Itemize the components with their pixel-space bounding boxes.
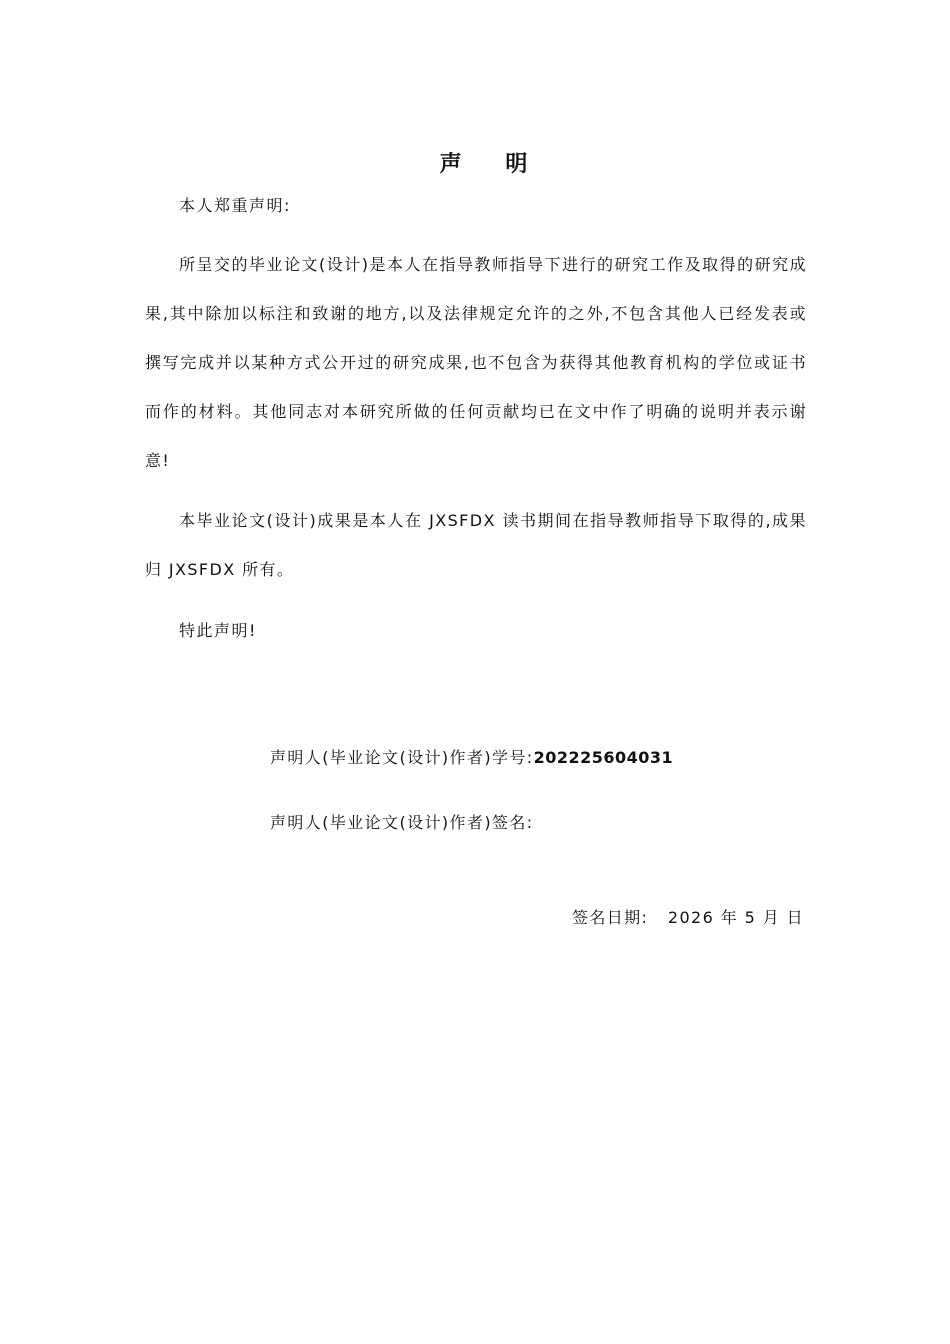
signature-line — [270, 812, 534, 834]
student-id-label: 声明人(毕业论文(设计)作者)学号: — [270, 748, 534, 767]
signature-label: 声明人(毕业论文(设计)作者)签名: — [270, 813, 534, 832]
date-label: 签名日期: — [571, 908, 649, 927]
date-month-unit: 月 — [762, 908, 781, 927]
declaration-paragraph-2: 本毕业论文(设计)成果是本人在 JXSFDX 读书期间在指导教师指导下取得的,成果归 JXSFDX 所有。 — [145, 511, 807, 579]
student-id-value: 202225604031 — [533, 748, 674, 767]
date-year-unit: 年 — [720, 908, 739, 927]
page-title: 声 明 — [439, 152, 546, 177]
student-id-line — [270, 747, 673, 769]
signature-date-line — [572, 907, 804, 929]
date-month: 5 — [744, 908, 757, 927]
date-day-unit: 日 — [786, 908, 804, 927]
declaration-paragraph-1: 所呈交的毕业论文(设计)是本人在指导教师指导下进行的研究工作及取得的研究成果,其中除加以标注和致谢的地方,以及法律规定允许的之外,不包含其他人已经发表或撰写完成并以某种方式公开过的研究成果,也不包含为获得其他教育机构的学位或证书而作的材料。其他同志对本研究所做的任何贡献均已在文中作了明确的说明并表示谢意! — [145, 255, 807, 470]
date-year: 2026 — [667, 908, 715, 927]
salutation: 本人郑重声明: — [179, 196, 291, 215]
closing-statement: 特此声明! — [179, 621, 257, 640]
